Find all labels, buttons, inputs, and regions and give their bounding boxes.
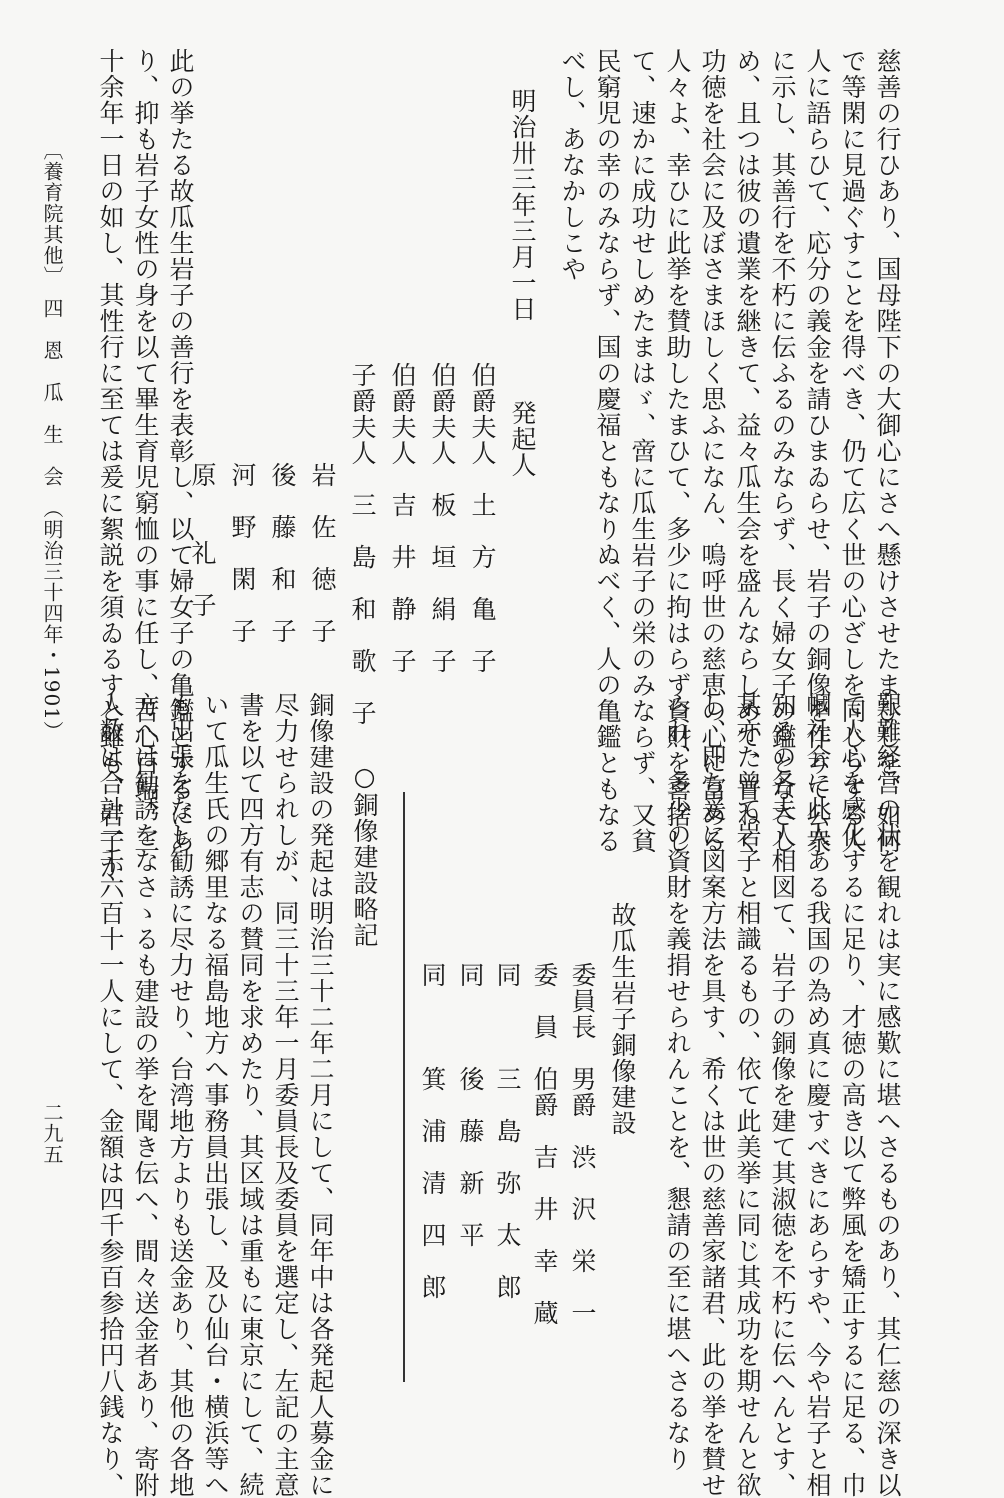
upper-body-col: 人々よ、幸ひに此挙を賛助したまひて、多少に拘はらず資財を喜捨し xyxy=(663,48,692,854)
lower-body-col: 知るの各夫人相図て、岩子の銅像を建て其淑徳を不朽に伝へんとす、 xyxy=(768,692,797,1498)
promoter-name: 伯爵夫人 板 垣 絹 子 xyxy=(428,362,457,674)
committee-heading: 故瓜生岩子銅像建設 xyxy=(608,902,637,1136)
upper-body-col: で等閑に見過ぐすことを得べき、仍て広く世の心ざしを同じうする人 xyxy=(838,48,867,854)
committee-member: 委 員 伯爵 吉 井 幸 蔵 xyxy=(530,962,559,1326)
promoter-name: 原 礼 子 xyxy=(188,462,217,618)
section-body-col: 尽力せられしが、同三十三年一月委員長及委員を選定し、左記の主意 xyxy=(271,692,300,1498)
section-body-col: 方へは勧誘をなさゝるも建設の挙を聞き伝へ、間々送金者あり、寄附 xyxy=(131,692,160,1498)
closing-col: り、抑も岩子女性の身を以て畢生育児窮恤の事に任し、苦心百端、三 xyxy=(131,48,160,854)
upper-body-col: 功徳を社会に及ぼさまほしく思ふになん、嗚呼世の慈恵の心に富める xyxy=(698,48,727,854)
committee-member: 同 箕 浦 清 四 郎 xyxy=(418,962,447,1300)
lower-body-col: られ、多少の資財を義捐せられんことを、懇請の至に堪へさるなり xyxy=(663,692,692,1472)
closing-col: 此の挙たる故瓜生岩子の善行を表彰し、以て婦女子の亀鑑とするにあ xyxy=(166,48,195,854)
promoter-name: 岩 佐 徳 子 xyxy=(308,462,337,644)
section-body-col: 銅像建設の発起は明治三十二年二月にして、同年中は各発起人募金に xyxy=(306,692,335,1498)
promoter-name: 後 藤 和 子 xyxy=(268,462,297,644)
upper-body-col: 民窮児の幸のみならず、国の慶福ともなりぬべく、人の亀鑑ともなる xyxy=(593,48,622,854)
promoters-heading: 発起人 xyxy=(508,400,537,478)
lower-body-col: し、即ち爰に図案方法を具す、希くは世の慈善家諸君、此の挙を賛せ xyxy=(698,692,727,1498)
page-number: 二九五 xyxy=(40,1102,64,1165)
closing-col: 十余年一日の如し、其性行に至ては爰に絮説を須ゐるすと雖も、岩子か xyxy=(96,48,125,880)
date-line: 明治卅三年三月一日 xyxy=(508,88,537,322)
section-body-col: も出張をなし勧誘に尽力せり、台湾地方よりも送金あり、其他の各地 xyxy=(166,692,195,1498)
upper-body-col: て、速かに成功せしめたまはゞ、啻に瓜生岩子の栄のみならず、又貧 xyxy=(628,48,657,854)
footer-running-head: 〔養育院其他〕 四 恩 瓜 生 会 （明治三十四年・1901） xyxy=(40,140,64,742)
upper-body-col: に示し、其善行を不朽に伝ふるのみならず、長く婦女子の鑑となさし xyxy=(768,48,797,854)
section-body-col: 人数は合計一千六百十一人にして、金額は四千参百参拾円八銭なり、 xyxy=(96,692,125,1498)
lower-body-col: 艱難経営の状を観れは実に感歎に堪へさるものあり、其仁慈の深き以 xyxy=(873,692,902,1498)
lower-body-col: て人心を感化するに足り、才徳の高き以て弊風を矯正するに足る、巾 xyxy=(838,692,867,1498)
lower-body-col: 某亦た曾て岩子と相識るもの、依て此美挙に同じ其成功を期せんと欲 xyxy=(733,692,762,1498)
upper-body-col: 人に語らひて、応分の義金を請ひまゐらせ、岩子の銅像を作りて公衆 xyxy=(803,48,832,854)
promoter-name: 河 野 閑 子 xyxy=(228,462,257,644)
promoter-name: 伯爵夫人 吉 井 静 子 xyxy=(388,362,417,674)
committee-member: 同 三 島 弥 太 郎 xyxy=(493,962,522,1300)
section-body-col: 書を以て四方有志の賛同を求めたり、其区域は重もに東京にして、続 xyxy=(236,692,265,1498)
section-body-col: いて瓜生氏の郷里なる福島地方へ事務員出張し、及ひ仙台・横浜等へ xyxy=(201,692,230,1498)
promoter-name: 伯爵夫人 土 方 亀 子 xyxy=(468,362,497,674)
section-title: ○銅像建設略記 xyxy=(350,762,379,948)
committee-member: 委員長 男爵 渋 沢 栄 一 xyxy=(568,962,597,1326)
upper-body-col: め、且つは彼の遺業を継きて、益々瓜生会を盛んならしめて、普ねく xyxy=(733,48,762,854)
lower-body-col: 幗社会に此人ある我国の為め真に慶すべきにあらすや、今や岩子と相 xyxy=(803,692,832,1498)
committee-member: 同 後 藤 新 平 xyxy=(456,962,485,1248)
upper-body-col: 慈善の行ひあり、国母陛下の大御心にさへ懸けさせたまひしを、如何 xyxy=(873,48,902,854)
section-divider xyxy=(403,792,405,1382)
promoter-name: 子爵夫人 三 島 和 歌 子 xyxy=(348,362,377,726)
upper-body-col: べし、あなかしこや xyxy=(558,48,587,282)
